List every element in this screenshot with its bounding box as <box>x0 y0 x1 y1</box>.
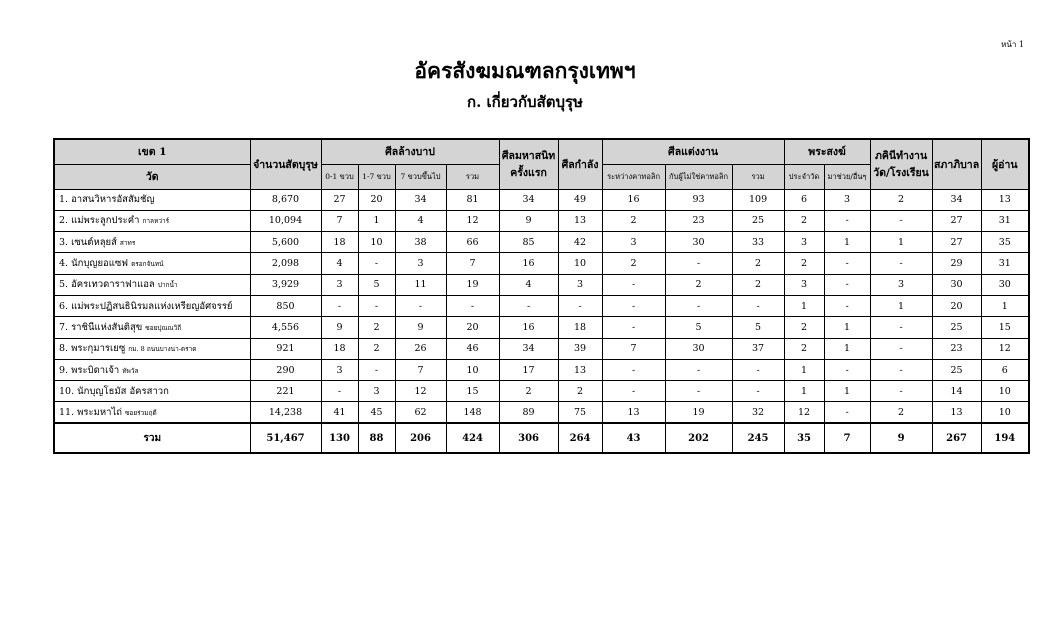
cell-cc: 25 <box>932 317 981 338</box>
table-row <box>54 274 1029 295</box>
parish-name: 11. พระมหาไถ่ <box>59 406 122 418</box>
total-rel: 9 <box>870 423 932 453</box>
total-m1: 43 <box>602 423 665 453</box>
parish-name: 2. แม่พระลูกประคำ <box>59 215 140 227</box>
header-readers: ผู้อ่าน <box>981 139 1029 189</box>
cell-bt: 20 <box>446 317 499 338</box>
cell-bt: - <box>446 295 499 316</box>
cell-m2: 30 <box>665 232 732 253</box>
table-row <box>54 317 1029 338</box>
cell-m1: 3 <box>602 232 665 253</box>
header-religious <box>870 139 932 189</box>
cell-cc: 25 <box>932 359 981 380</box>
cell-m1: - <box>602 381 665 402</box>
header-mar-between: ระหว่างคาทอลิก <box>602 164 665 189</box>
cell-rd: 10 <box>981 381 1029 402</box>
cell-fc: 17 <box>499 359 558 380</box>
cell-pr: 3 <box>784 274 824 295</box>
parish-name: 1. อาสนวิหารอัสสัมชัญ <box>59 194 155 206</box>
cell-rd: 6 <box>981 359 1029 380</box>
cell-b17: - <box>358 359 395 380</box>
cell-ph: - <box>824 295 870 316</box>
parish-name: 7. ราชินีแห่งสันติสุข <box>59 321 143 333</box>
cell-ph: 1 <box>824 338 870 359</box>
cell-cf: 2 <box>558 381 602 402</box>
cell-cc: 30 <box>932 274 981 295</box>
cell-pr: 2 <box>784 253 824 274</box>
cell-cc: 23 <box>932 338 981 359</box>
header-khet: เขต 1 <box>54 139 250 164</box>
cell-b7: 4 <box>395 210 446 231</box>
header-marriage: ศีลแต่งงาน <box>602 139 784 164</box>
cell-cf: - <box>558 295 602 316</box>
cell-rel: - <box>870 381 932 402</box>
parish-location-note: ซอยร่วมฤดี <box>125 408 157 417</box>
cell-rel: 2 <box>870 189 932 210</box>
cell-cf: 13 <box>558 210 602 231</box>
header-priest-resident: ประจำวัด <box>784 164 824 189</box>
parish-location-note: ทัพวัล <box>122 366 139 375</box>
cell-pr: 6 <box>784 189 824 210</box>
parish-name-cell <box>54 295 250 316</box>
total-m2: 202 <box>665 423 732 453</box>
table-body <box>54 189 1029 423</box>
total-pr: 35 <box>784 423 824 453</box>
cell-fc: 2 <box>499 381 558 402</box>
header-mar-total: รวม <box>732 164 784 189</box>
cell-m1: 16 <box>602 189 665 210</box>
parish-location-note: สาทร <box>119 238 136 247</box>
total-label: รวม <box>54 423 250 453</box>
cell-m2: 2 <box>665 274 732 295</box>
cell-rd: 10 <box>981 402 1029 423</box>
cell-fc: 4 <box>499 274 558 295</box>
cell-b01: 3 <box>321 274 358 295</box>
cell-pr: 2 <box>784 210 824 231</box>
cell-bt: 66 <box>446 232 499 253</box>
cell-cc: 29 <box>932 253 981 274</box>
cell-m1: - <box>602 295 665 316</box>
header-council: สภาภิบาล <box>932 139 981 189</box>
parish-name: 4. นักบุญยอแซฟ <box>59 258 129 270</box>
cell-ph: - <box>824 210 870 231</box>
statistics-table <box>53 138 1030 454</box>
page-subtitle: ก. เกี่ยวกับสัตบุรุษ <box>467 93 583 111</box>
parish-location-note: ซอยปุณณวิถี <box>145 323 182 332</box>
cell-pop: 921 <box>250 338 321 359</box>
cell-mt: 5 <box>732 317 784 338</box>
cell-b7: - <box>395 295 446 316</box>
parish-name: 9. พระบิดาเจ้า <box>59 364 120 376</box>
header-bap-0-1: 0-1 ขวบ <box>321 164 358 189</box>
cell-b01: 9 <box>321 317 358 338</box>
parish-name-cell <box>54 317 250 338</box>
cell-pr: 3 <box>784 232 824 253</box>
cell-mt: - <box>732 295 784 316</box>
cell-b17: - <box>358 295 395 316</box>
cell-pop: 5,600 <box>250 232 321 253</box>
cell-m2: - <box>665 253 732 274</box>
cell-b7: 7 <box>395 359 446 380</box>
table-row <box>54 338 1029 359</box>
cell-b7: 11 <box>395 274 446 295</box>
parish-name: 6. แม่พระปฏิสนธินิรมลแห่งเหรียญอัศจรรย์ <box>59 300 233 312</box>
parish-name: 10. นักบุญโธมัส อัครสาวก <box>59 385 169 397</box>
cell-b7: 12 <box>395 381 446 402</box>
cell-m2: 93 <box>665 189 732 210</box>
header-bap-total: รวม <box>446 164 499 189</box>
cell-pop: 850 <box>250 295 321 316</box>
cell-fc: 9 <box>499 210 558 231</box>
header-row-1 <box>54 139 1029 164</box>
cell-mt: - <box>732 381 784 402</box>
total-b01: 130 <box>321 423 358 453</box>
cell-bt: 15 <box>446 381 499 402</box>
cell-m1: - <box>602 359 665 380</box>
cell-m2: 19 <box>665 402 732 423</box>
cell-rd: 1 <box>981 295 1029 316</box>
cell-rel: 1 <box>870 232 932 253</box>
cell-mt: 32 <box>732 402 784 423</box>
table-row <box>54 210 1029 231</box>
cell-rel: - <box>870 338 932 359</box>
cell-pr: 2 <box>784 338 824 359</box>
parish-location-note: ตรอกจันทน์ <box>131 260 164 269</box>
cell-b7: 34 <box>395 189 446 210</box>
cell-cc: 27 <box>932 232 981 253</box>
cell-cf: 10 <box>558 253 602 274</box>
cell-bt: 81 <box>446 189 499 210</box>
cell-ph: 1 <box>824 381 870 402</box>
cell-b01: 3 <box>321 359 358 380</box>
cell-fc: 16 <box>499 317 558 338</box>
total-bt: 424 <box>446 423 499 453</box>
cell-b17: 5 <box>358 274 395 295</box>
header-priest-helper: มาช่วย/อื่นๆ <box>824 164 870 189</box>
cell-ph: - <box>824 274 870 295</box>
table-row <box>54 295 1029 316</box>
cell-ph: - <box>824 402 870 423</box>
cell-cc: 34 <box>932 189 981 210</box>
header-first-communion-line2: ครั้งแรก <box>510 167 547 180</box>
total-fc: 306 <box>499 423 558 453</box>
table-row <box>54 232 1029 253</box>
total-pop: 51,467 <box>250 423 321 453</box>
table-row <box>54 381 1029 402</box>
cell-pop: 14,238 <box>250 402 321 423</box>
cell-b01: 4 <box>321 253 358 274</box>
cell-cf: 39 <box>558 338 602 359</box>
cell-ph: 3 <box>824 189 870 210</box>
cell-b17: 45 <box>358 402 395 423</box>
cell-m2: 30 <box>665 338 732 359</box>
cell-b01: 27 <box>321 189 358 210</box>
parish-name-cell <box>54 253 250 274</box>
header-confirmation: ศีลกำลัง <box>558 139 602 189</box>
cell-pop: 4,556 <box>250 317 321 338</box>
cell-cf: 75 <box>558 402 602 423</box>
total-mt: 245 <box>732 423 784 453</box>
cell-rel: 2 <box>870 402 932 423</box>
cell-rel: - <box>870 210 932 231</box>
cell-m2: 5 <box>665 317 732 338</box>
cell-bt: 19 <box>446 274 499 295</box>
cell-m2: - <box>665 359 732 380</box>
page-number: หน้า 1 <box>1001 40 1024 49</box>
cell-m1: 2 <box>602 210 665 231</box>
cell-b7: 9 <box>395 317 446 338</box>
cell-fc: 85 <box>499 232 558 253</box>
cell-bt: 148 <box>446 402 499 423</box>
parish-location-note: ปากน้ำ <box>157 281 178 290</box>
cell-b17: 10 <box>358 232 395 253</box>
parish-name-cell <box>54 210 250 231</box>
cell-rd: 30 <box>981 274 1029 295</box>
total-rd: 194 <box>981 423 1029 453</box>
cell-mt: 109 <box>732 189 784 210</box>
cell-cf: 13 <box>558 359 602 380</box>
cell-pr: 1 <box>784 295 824 316</box>
cell-cf: 42 <box>558 232 602 253</box>
cell-mt: 2 <box>732 253 784 274</box>
cell-pr: 12 <box>784 402 824 423</box>
cell-cc: 20 <box>932 295 981 316</box>
cell-m2: - <box>665 381 732 402</box>
parish-name: 5. อัครเทวดาราฟาแอล <box>59 279 155 291</box>
cell-b17: 1 <box>358 210 395 231</box>
cell-rd: 31 <box>981 210 1029 231</box>
parish-location-note: กม. 8 ถนนบางนา-ตราด <box>128 345 197 354</box>
parish-location-note: กาลหว่าร์ <box>142 217 170 226</box>
cell-b17: 2 <box>358 338 395 359</box>
cell-bt: 46 <box>446 338 499 359</box>
header-bap-1-7: 1-7 ขวบ <box>358 164 395 189</box>
cell-m2: - <box>665 295 732 316</box>
parish-name-cell <box>54 232 250 253</box>
cell-mt: - <box>732 359 784 380</box>
cell-b7: 26 <box>395 338 446 359</box>
cell-pop: 2,098 <box>250 253 321 274</box>
cell-b01: 41 <box>321 402 358 423</box>
cell-ph: - <box>824 253 870 274</box>
total-cf: 264 <box>558 423 602 453</box>
cell-b17: - <box>358 253 395 274</box>
cell-b01: - <box>321 381 358 402</box>
parish-name-cell <box>54 338 250 359</box>
total-ph: 7 <box>824 423 870 453</box>
parish-name-cell <box>54 274 250 295</box>
table-row <box>54 189 1029 210</box>
cell-pr: 1 <box>784 359 824 380</box>
parish-name-cell <box>54 359 250 380</box>
cell-rel: - <box>870 253 932 274</box>
cell-m2: 23 <box>665 210 732 231</box>
cell-m1: 13 <box>602 402 665 423</box>
cell-m1: - <box>602 317 665 338</box>
parish-name: 8. พระกุมารเยซู <box>59 343 126 355</box>
cell-rd: 12 <box>981 338 1029 359</box>
cell-rel: - <box>870 317 932 338</box>
cell-rd: 31 <box>981 253 1029 274</box>
cell-ph: 1 <box>824 232 870 253</box>
cell-rd: 15 <box>981 317 1029 338</box>
cell-mt: 2 <box>732 274 784 295</box>
cell-cf: 49 <box>558 189 602 210</box>
cell-cf: 18 <box>558 317 602 338</box>
parish-name-cell <box>54 189 250 210</box>
cell-b01: 18 <box>321 338 358 359</box>
cell-ph: - <box>824 359 870 380</box>
parish-name-cell <box>54 381 250 402</box>
cell-b01: 18 <box>321 232 358 253</box>
cell-rel: 1 <box>870 295 932 316</box>
cell-pr: 2 <box>784 317 824 338</box>
cell-bt: 12 <box>446 210 499 231</box>
total-b17: 88 <box>358 423 395 453</box>
cell-rd: 35 <box>981 232 1029 253</box>
cell-b7: 38 <box>395 232 446 253</box>
cell-m1: - <box>602 274 665 295</box>
cell-fc: - <box>499 295 558 316</box>
page-title: อัครสังฆมณฑลกรุงเทพฯ <box>414 58 636 83</box>
cell-b01: 7 <box>321 210 358 231</box>
cell-m1: 2 <box>602 253 665 274</box>
cell-fc: 89 <box>499 402 558 423</box>
cell-pop: 3,929 <box>250 274 321 295</box>
cell-pr: 1 <box>784 381 824 402</box>
cell-pop: 290 <box>250 359 321 380</box>
cell-cc: 13 <box>932 402 981 423</box>
cell-b17: 2 <box>358 317 395 338</box>
header-first-communion-line1: ศีลมหาสนิท <box>501 150 556 163</box>
cell-cc: 14 <box>932 381 981 402</box>
cell-fc: 34 <box>499 189 558 210</box>
cell-pop: 8,670 <box>250 189 321 210</box>
cell-b01: - <box>321 295 358 316</box>
cell-pop: 221 <box>250 381 321 402</box>
table-row <box>54 359 1029 380</box>
parish-name: 3. เซนต์หลุยส์ <box>59 236 117 248</box>
header-priests: พระสงฆ์ <box>784 139 870 164</box>
cell-b7: 62 <box>395 402 446 423</box>
cell-cf: 3 <box>558 274 602 295</box>
cell-ph: 1 <box>824 317 870 338</box>
header-religious-line2: วัด/โรงเรียน <box>873 167 929 180</box>
cell-b7: 3 <box>395 253 446 274</box>
cell-b17: 20 <box>358 189 395 210</box>
cell-mt: 33 <box>732 232 784 253</box>
cell-pop: 10,094 <box>250 210 321 231</box>
total-b7: 206 <box>395 423 446 453</box>
table-row <box>54 402 1029 423</box>
header-first-communion <box>499 139 558 189</box>
header-mar-with-noncatholic: กับผู้ไม่ใช่คาทอลิก <box>665 164 732 189</box>
table-row <box>54 253 1029 274</box>
parish-name-cell <box>54 402 250 423</box>
cell-rel: - <box>870 359 932 380</box>
cell-fc: 16 <box>499 253 558 274</box>
cell-rd: 13 <box>981 189 1029 210</box>
cell-mt: 25 <box>732 210 784 231</box>
cell-rel: 3 <box>870 274 932 295</box>
cell-bt: 10 <box>446 359 499 380</box>
header-bap-7-up: 7 ขวบขึ้นไป <box>395 164 446 189</box>
header-wat: วัด <box>54 164 250 189</box>
total-row <box>54 423 1029 453</box>
cell-cc: 27 <box>932 210 981 231</box>
cell-m1: 7 <box>602 338 665 359</box>
cell-fc: 34 <box>499 338 558 359</box>
cell-b17: 3 <box>358 381 395 402</box>
header-religious-line1: ภคินีทำงาน <box>874 150 928 163</box>
total-cc: 267 <box>932 423 981 453</box>
header-population: จำนวนสัตบุรุษ <box>250 139 321 189</box>
cell-bt: 7 <box>446 253 499 274</box>
header-baptism: ศีลล้างบาป <box>321 139 499 164</box>
cell-mt: 37 <box>732 338 784 359</box>
